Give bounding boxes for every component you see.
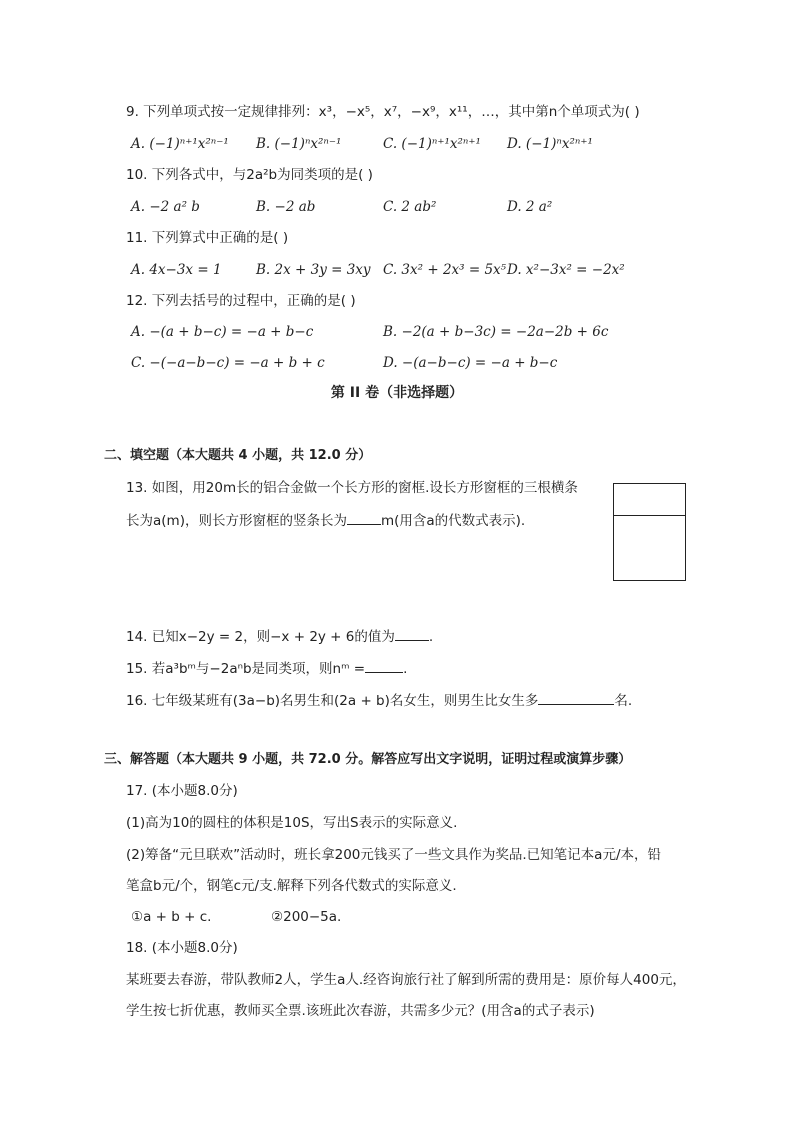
q13-answer-blank[interactable] bbox=[347, 510, 381, 525]
q13-text-b: m(用含a的代数式表示). bbox=[380, 513, 526, 529]
q15-text: 15. 若a³bᵐ与−2aⁿb是同类项，则nᵐ = bbox=[126, 661, 366, 677]
q12-stem: 12. 下列去括号的过程中，正确的是( ) bbox=[126, 293, 356, 309]
q17-head: 17. (本小题8.0分) bbox=[126, 783, 238, 799]
window-frame-diagram bbox=[613, 483, 686, 581]
q13-line1: 13. 如图，用20m长的铝合金做一个长方形的窗框.设长方形窗框的三根横条 bbox=[126, 480, 578, 496]
q18-head: 18. (本小题8.0分) bbox=[126, 940, 238, 956]
q14 bbox=[126, 626, 433, 646]
q9-option-c: C. (−1)ⁿ⁺¹x²ⁿ⁺¹ bbox=[383, 136, 481, 152]
q11-stem: 11. 下列算式中正确的是( ) bbox=[126, 230, 289, 246]
q15-answer-blank[interactable] bbox=[365, 658, 403, 673]
q15 bbox=[126, 658, 407, 678]
q11-option-c: C. 3x² + 2x³ = 5x⁵ bbox=[383, 262, 507, 278]
q12-option-b: B. −2(a + b−3c) = −2a−2b + 6c bbox=[383, 324, 609, 340]
q11-option-a: A. 4x−3x = 1 bbox=[131, 262, 222, 278]
q15-end: . bbox=[403, 661, 408, 677]
q16-answer-blank[interactable] bbox=[538, 690, 614, 705]
q16-text: 16. 七年级某班有(3a−b)名男生和(2a + b)名女生，则男生比女生多 bbox=[126, 693, 539, 709]
q17-item2: ②200−5a. bbox=[271, 909, 342, 925]
q16-end: 名. bbox=[614, 693, 633, 709]
q17-part1: (1)高为10的圆柱的体积是10S，写出S表示的实际意义. bbox=[126, 815, 458, 831]
q12-option-c: C. −(−a−b−c) = −a + b + c bbox=[131, 355, 325, 371]
q12-option-a: A. −(a + b−c) = −a + b−c bbox=[131, 324, 314, 340]
section3-heading: 三、解答题（本大题共 9 小题，共 72.0 分。解答应写出文字说明，证明过程或演算步骤） bbox=[104, 752, 632, 767]
q9-option-d: D. (−1)ⁿx²ⁿ⁺¹ bbox=[507, 136, 593, 152]
q9-option-a: A. (−1)ⁿ⁺¹x²ⁿ⁻¹ bbox=[131, 136, 229, 152]
q17-part2-line2: 笔盒b元/个，钢笔c元/支.解释下列各代数式的实际意义. bbox=[126, 878, 457, 894]
q14-text: 14. 已知x−2y = 2，则−x + 2y + 6的值为 bbox=[126, 629, 395, 645]
q10-option-a: A. −2 a² b bbox=[131, 199, 200, 215]
q10-stem: 10. 下列各式中，与2a²b为同类项的是( ) bbox=[126, 167, 373, 183]
q12-option-d: D. −(a−b−c) = −a + b−c bbox=[383, 355, 558, 371]
q18-line1: 某班要去春游，带队教师2人，学生a人.经咨询旅行社了解到所需的费用是：原价每人400元， bbox=[126, 972, 686, 988]
window-frame-crossbar bbox=[614, 515, 685, 516]
q17-item1: ①a + b + c. bbox=[131, 909, 212, 925]
part2-title: 第 II 卷（非选择题） bbox=[330, 385, 464, 401]
q13-line2 bbox=[126, 510, 525, 530]
section2-heading: 二、填空题（本大题共 4 小题，共 12.0 分） bbox=[104, 448, 372, 463]
q18-line2: 学生按七折优惠，教师买全票.该班此次春游，共需多少元？(用含a的式子表示) bbox=[126, 1003, 595, 1019]
q13-text-a: 长为a(m)，则长方形窗框的竖条长为 bbox=[126, 513, 347, 529]
q16 bbox=[126, 690, 632, 710]
q14-end: . bbox=[428, 629, 434, 645]
q17-part2-line1: (2)筹备“元旦联欢”活动时，班长拿200元钱买了一些文具作为奖品.已知笔记本a元/本，铅 bbox=[126, 847, 661, 863]
q11-option-d: D. x²−3x² = −2x² bbox=[507, 262, 625, 278]
q10-option-c: C. 2 ab² bbox=[383, 199, 437, 215]
q14-answer-blank[interactable] bbox=[395, 626, 429, 641]
q11-option-b: B. 2x + 3y = 3xy bbox=[256, 262, 371, 278]
q9-option-b: B. (−1)ⁿx²ⁿ⁻¹ bbox=[256, 136, 342, 152]
q10-option-b: B. −2 ab bbox=[256, 199, 316, 215]
q9-stem: 9. 下列单项式按一定规律排列：x³，−x⁵，x⁷，−x⁹，x¹¹，…，其中第n个单项式为( ) bbox=[126, 104, 640, 120]
q10-option-d: D. 2 a² bbox=[507, 199, 553, 215]
